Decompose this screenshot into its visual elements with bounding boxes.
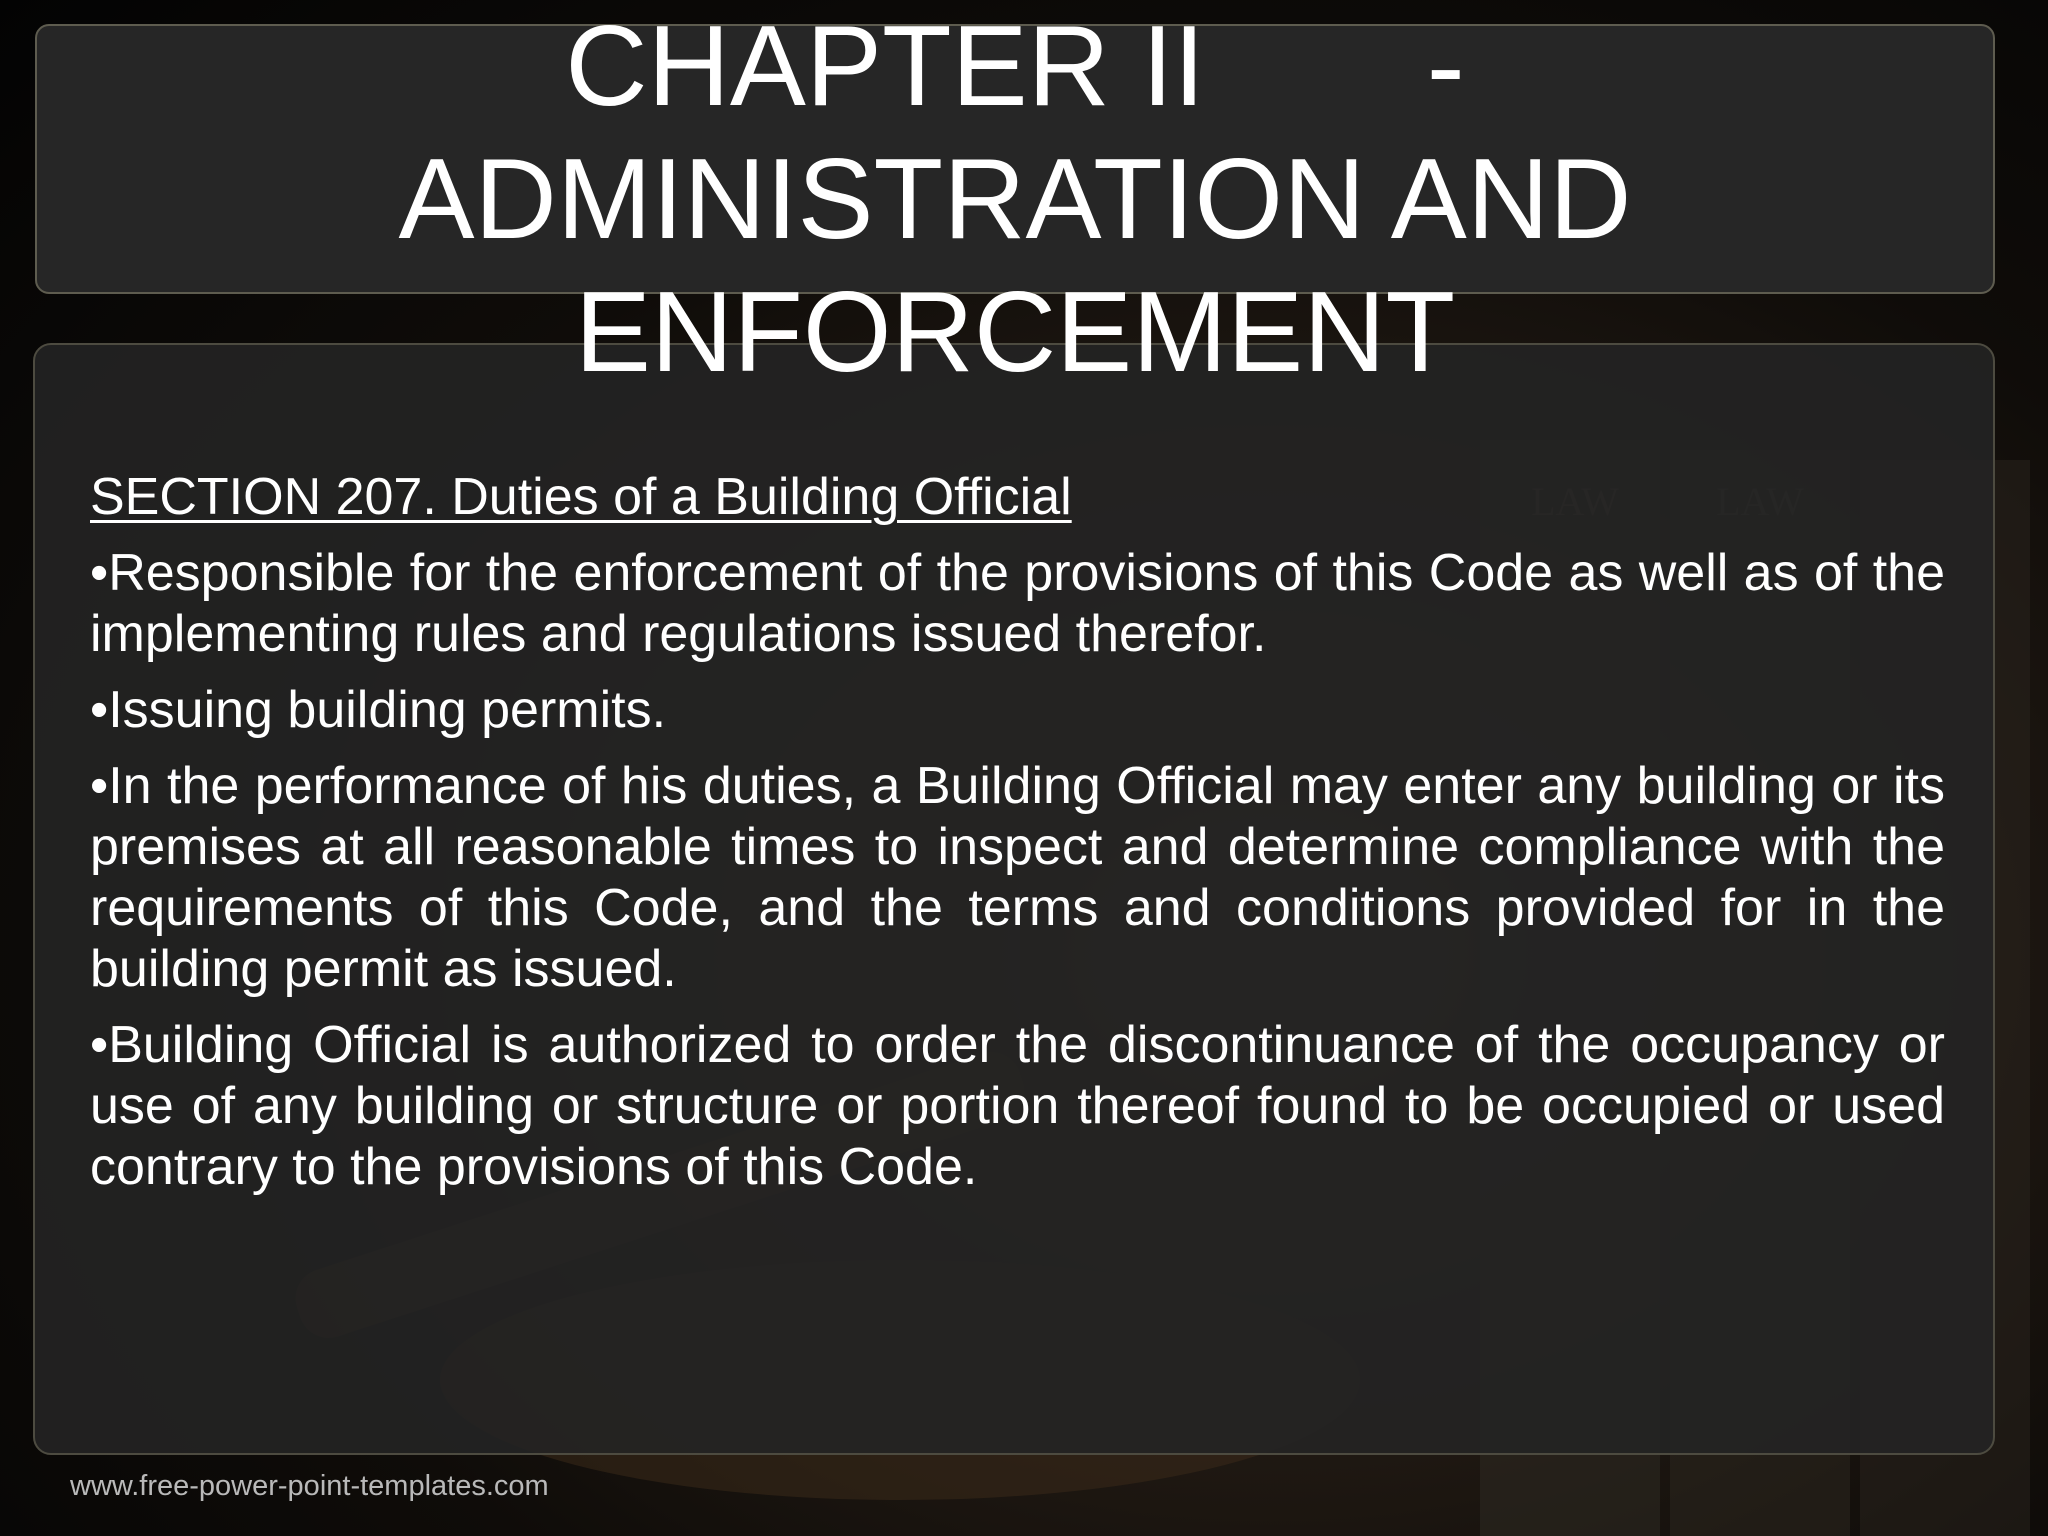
section-heading: SECTION 207. Duties of a Building Official (90, 468, 1072, 526)
bullet-item: •Responsible for the enforcement of the provisions of this Code as well as of the implementing rules and regulations issued therefor. (90, 544, 1945, 663)
bullet-item: •In the performance of his duties, a Building Official may enter any building or its premises at all reasonable times to inspect and determine compliance with the requirements of this Code, and the terms and conditions provided for in the building permit as issued. (90, 757, 1945, 998)
footer-url: www.free-power-point-templates.com (70, 1470, 549, 1502)
bullet-item: •Issuing building permits. (90, 681, 667, 739)
slide-body (90, 467, 1945, 1213)
bullet-item: •Building Official is authorized to order the discontinuance of the occupancy or use of any building or structure or portion thereof found to be occupied or used contrary to the provisions of this Code. (90, 1016, 1945, 1196)
slide-title-line-2: ADMINISTRATION AND (398, 136, 1632, 263)
slide-title-line-3: ENFORCEMENT (574, 269, 1456, 396)
slide-title (300, 0, 1730, 399)
slide-title-line-1: CHAPTER II - (565, 3, 1465, 130)
